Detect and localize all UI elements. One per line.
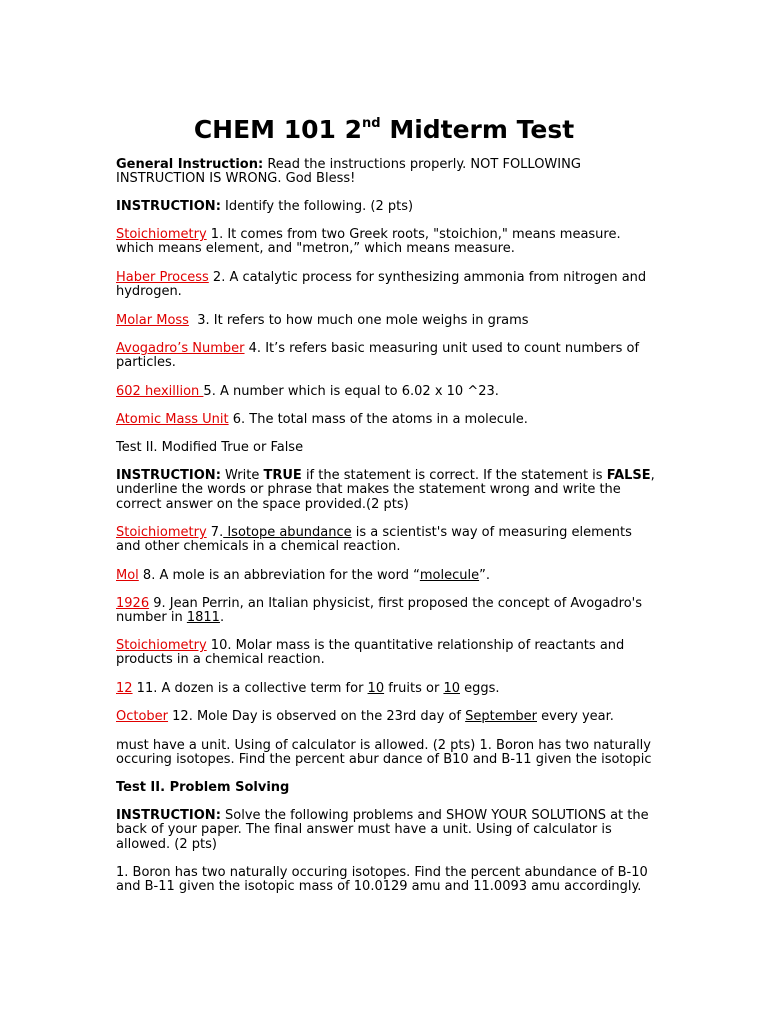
instruction-3-text: Solve the following problems and SHOW YOUR SOLUTIONS at the back of your paper. The final answer must have a unit. Using of calculator is allowed. (2 pts) <box>116 808 649 852</box>
title-rest: Midterm Test <box>380 115 575 144</box>
question-text: 4. It’s refers basic measuring unit used to count numbers of particles. <box>116 341 640 371</box>
answer-text: Stoichiometry <box>116 638 207 653</box>
instruction-2-text: if the statement is correct. If the statement is <box>301 468 607 483</box>
question-text: . <box>219 610 225 626</box>
question-text: eggs. <box>459 681 500 696</box>
instruction-2 <box>116 469 656 512</box>
question-text: 6. The total mass of the atoms in a molecule. <box>228 412 528 427</box>
instruction-1-text: Identify the following. (2 pts) <box>220 199 414 214</box>
problem-1: 1. Boron has two naturally occuring isotopes. Find the percent abundance of B-10 and B-11 given the isotopic mass of 10.0129 amu and 11.0093 amu accordingly. <box>116 865 648 895</box>
instruction-2-label: INSTRUCTION: <box>116 468 221 483</box>
question-text: 10. Molar mass is the quantitative relationship of reactants and products in a chemical reaction. <box>116 638 625 668</box>
instruction-3 <box>116 809 656 852</box>
page-title <box>0 112 768 153</box>
general-instruction-text: Read the instructions properly. NOT FOLLOWING INSTRUCTION IS WRONG. God Bless! <box>116 157 581 187</box>
title-main: CHEM 101 2 <box>193 115 363 144</box>
tf-item-10 <box>116 639 656 668</box>
instruction-3-label: INSTRUCTION: <box>116 808 221 823</box>
identify-item-5 <box>116 385 656 399</box>
underlined-phrase: 1811 <box>186 610 220 626</box>
question-text: 9. Jean Perrin, an Italian physicist, first proposed the concept of Avogadro's number in <box>116 596 643 626</box>
instruction-1 <box>116 200 656 214</box>
true-keyword: TRUE <box>263 468 302 483</box>
question-text: fruits or <box>384 681 444 696</box>
underlined-phrase: 10 <box>443 681 460 696</box>
question-text: 1. It comes from two Greek roots, "stoichion," means measure. which means element, and "metron,” which means measure. <box>116 227 621 257</box>
question-text: 8. A mole is an abbreviation for the word “ <box>138 568 420 583</box>
tf-item-11 <box>116 682 656 696</box>
tf-item-9 <box>116 597 656 626</box>
underlined-phrase: September <box>465 709 537 724</box>
title-superscript: nd <box>362 116 381 131</box>
stray-text: must have a unit. Using of calculator is allowed. (2 pts) 1. Boron has two naturally occuring isotopes. Find the percent abur dance of B10 and B-11 given the isotopic <box>116 738 652 768</box>
question-text: ”. <box>479 568 490 583</box>
answer-text: Molar Moss <box>116 313 189 328</box>
answer-text: Haber Process <box>116 270 209 285</box>
identify-item-3 <box>116 314 656 328</box>
answer-text: Mol <box>116 568 139 583</box>
question-text: 2. A catalytic process for synthesizing ammonia from nitrogen and hydrogen. <box>116 270 647 300</box>
instruction-1-label: INSTRUCTION: <box>116 199 221 214</box>
instruction-2-text: , underline the words or phrase that makes the statement wrong and write the correct answer on the space provided.(2 pts) <box>116 468 655 512</box>
identify-item-1 <box>116 228 656 257</box>
test-2-heading: Test II. Modified True or False <box>116 440 304 455</box>
identify-item-4 <box>116 342 656 371</box>
question-text: 5. A number which is equal to 6.02 x 10 ^23. <box>203 384 499 399</box>
answer-text: 602 hexillion <box>116 384 204 399</box>
general-instruction <box>116 158 656 187</box>
tf-item-12 <box>116 710 656 724</box>
tf-item-7 <box>116 526 656 555</box>
identify-item-6 <box>116 413 656 427</box>
underlined-phrase: 10 <box>367 681 385 696</box>
false-keyword: FALSE <box>606 468 651 483</box>
question-text: every year. <box>537 709 614 724</box>
answer-text: Avogadro’s Number <box>116 341 245 356</box>
answer-text: October <box>116 709 169 724</box>
instruction-2-text: Write <box>220 468 264 483</box>
question-text: 11. A dozen is a collective term for <box>132 681 368 696</box>
answer-text: Stoichiometry <box>116 525 207 540</box>
identify-item-2 <box>116 271 656 300</box>
question-text: is a scientist's way of measuring elements and other chemicals in a chemical reaction. <box>116 525 632 555</box>
answer-text: 12 <box>116 681 133 696</box>
answer-text: Stoichiometry <box>116 227 207 242</box>
general-instruction-label: General Instruction: <box>116 157 264 172</box>
question-text: 3. It refers to how much one mole weighs in grams <box>188 313 529 328</box>
answer-text: 1926 <box>116 596 150 611</box>
tf-item-8 <box>116 569 656 583</box>
answer-text: Atomic Mass Unit <box>116 412 229 427</box>
underlined-phrase: molecule <box>419 568 480 583</box>
underlined-phrase: Isotope abundance <box>223 525 352 540</box>
question-text: 7. <box>206 525 224 540</box>
test-3-heading: Test II. Problem Solving <box>116 780 290 795</box>
question-text: 12. Mole Day is observed on the 23rd day of <box>168 709 466 724</box>
